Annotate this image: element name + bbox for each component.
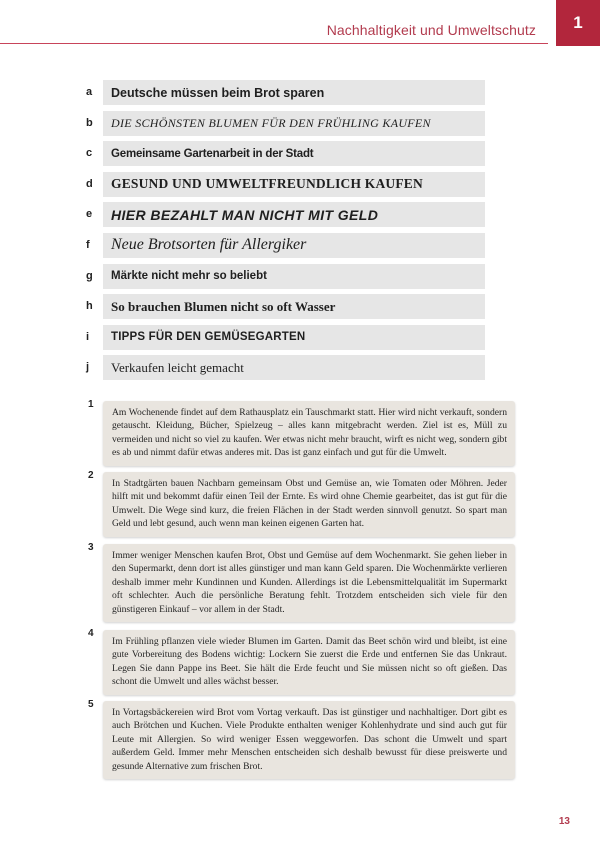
text-box: In Vortagsbäckereien wird Brot vom Vortag verkauft. Das ist günstiger und nachhaltiger. Dort gibt es auch Brötchen und Kuchen. Viele Produkte enthalten weniger Kohlenhydrate und sind auch gut für Leute mit Allergien. So wird weniger Essen weggeworfen. Das schont die Umwelt und spart außerdem Geld. Immer mehr Menschen entscheiden sich deshalb bewusst für diese preiswerte und gesunde Alternative zum frischen Brot. xyxy=(103,701,515,779)
page-number: 13 xyxy=(558,816,570,827)
headline-text: DIE SCHÖNSTEN BLUMEN FÜR DEN FRÜHLING KAUFEN xyxy=(103,111,485,136)
chapter-title: Nachhaltigkeit und Umweltschutz xyxy=(326,22,536,38)
headline-text: Deutsche müssen beim Brot sparen xyxy=(103,80,485,105)
headline-text: GESUND UND UMWELTFREUNDLICH KAUFEN xyxy=(103,172,485,197)
headline-letter: f xyxy=(86,238,90,251)
headline-letter: j xyxy=(86,361,90,374)
headline-letter: g xyxy=(86,269,93,282)
headline-text: Neue Brotsorten für Allergiker xyxy=(103,233,485,258)
text-box: Am Wochenende findet auf dem Rathausplatz ein Tauschmarkt statt. Hier wird nicht verkauft, sondern getauscht. Kleidung, Bücher, Spielzeug – alles kann mitgebracht werden. Ziel ist es, Müll zu vermeiden und nicht so viel zu kaufen. Wer etwas nicht mehr braucht, wirft es nicht weg, sondern gibt es ab und nimmt dafür etwas anderes mit. Das ist ganz einfach und gut für die Umwelt. xyxy=(103,401,515,466)
headline-letter: c xyxy=(86,147,93,160)
headline-letter: d xyxy=(86,177,93,190)
text-box: Immer weniger Menschen kaufen Brot, Obst und Gemüse auf dem Wochenmarkt. Sie gehen lieber in den Supermarkt, denn dort ist alles günstiger und man kann Geld sparen. Die Wochenmärkte verlieren deshalb immer mehr Kundinnen und Kunden. Allerdings ist die Lebensmittelqualität im Supermarkt oft schlechter. Auch die persönliche Beratung fehlt. Trotzdem entscheiden sich viele für den günstigeren Einkauf – vor allem in der Stadt. xyxy=(103,544,515,622)
text-number: 5 xyxy=(88,699,94,710)
header-divider xyxy=(0,43,548,44)
headline-letter: b xyxy=(86,116,93,129)
text-number: 4 xyxy=(88,628,94,639)
text-number: 3 xyxy=(88,542,94,553)
headline-letter: i xyxy=(86,330,90,343)
text-number: 1 xyxy=(88,399,94,410)
headline-letter: e xyxy=(86,208,93,221)
text-box: In Stadtgärten bauen Nachbarn gemeinsam Obst und Gemüse an, wie Tomaten oder Möhren. Jeder hilft mit und bekommt dafür einen Teil der Ernte. Es wird ohne Chemie gearbeitet, das ist gut für die Umwelt. Die Wege sind kurz, die freien Flächen in der Stadt werden sinnvoll genutzt. So spart man Geld und lebt gesund, auch wenn man keinen eigenen Garten hat. xyxy=(103,472,515,537)
headline-text: HIER BEZAHLT MAN NICHT MIT GELD xyxy=(103,202,485,227)
headline-text: Gemeinsame Gartenarbeit in der Stadt xyxy=(103,141,485,166)
text-number: 2 xyxy=(88,470,94,481)
headline-text: TIPPS FÜR DEN GEMÜSEGARTEN xyxy=(103,325,485,350)
headline-text: So brauchen Blumen nicht so oft Wasser xyxy=(103,294,485,319)
headline-letter: a xyxy=(86,86,93,98)
headline-letter: h xyxy=(86,300,93,313)
chapter-number-badge: 1 xyxy=(556,0,600,46)
headline-text: Märkte nicht mehr so beliebt xyxy=(103,264,485,289)
headline-text: Verkaufen leicht gemacht xyxy=(103,355,485,380)
text-box: Im Frühling pflanzen viele wieder Blumen im Garten. Damit das Beet schön wird und bleibt, ist eine gute Vorbereitung des Bodens wichtig: Lockern Sie zuerst die Erde und entfernen Sie das Unkraut. Legen Sie dann Pappe ins Beet. Sie hält die Erde feucht und Sie müssen nicht so oft gießen. Das schont die Umwelt und alles wächst besser. xyxy=(103,630,515,695)
